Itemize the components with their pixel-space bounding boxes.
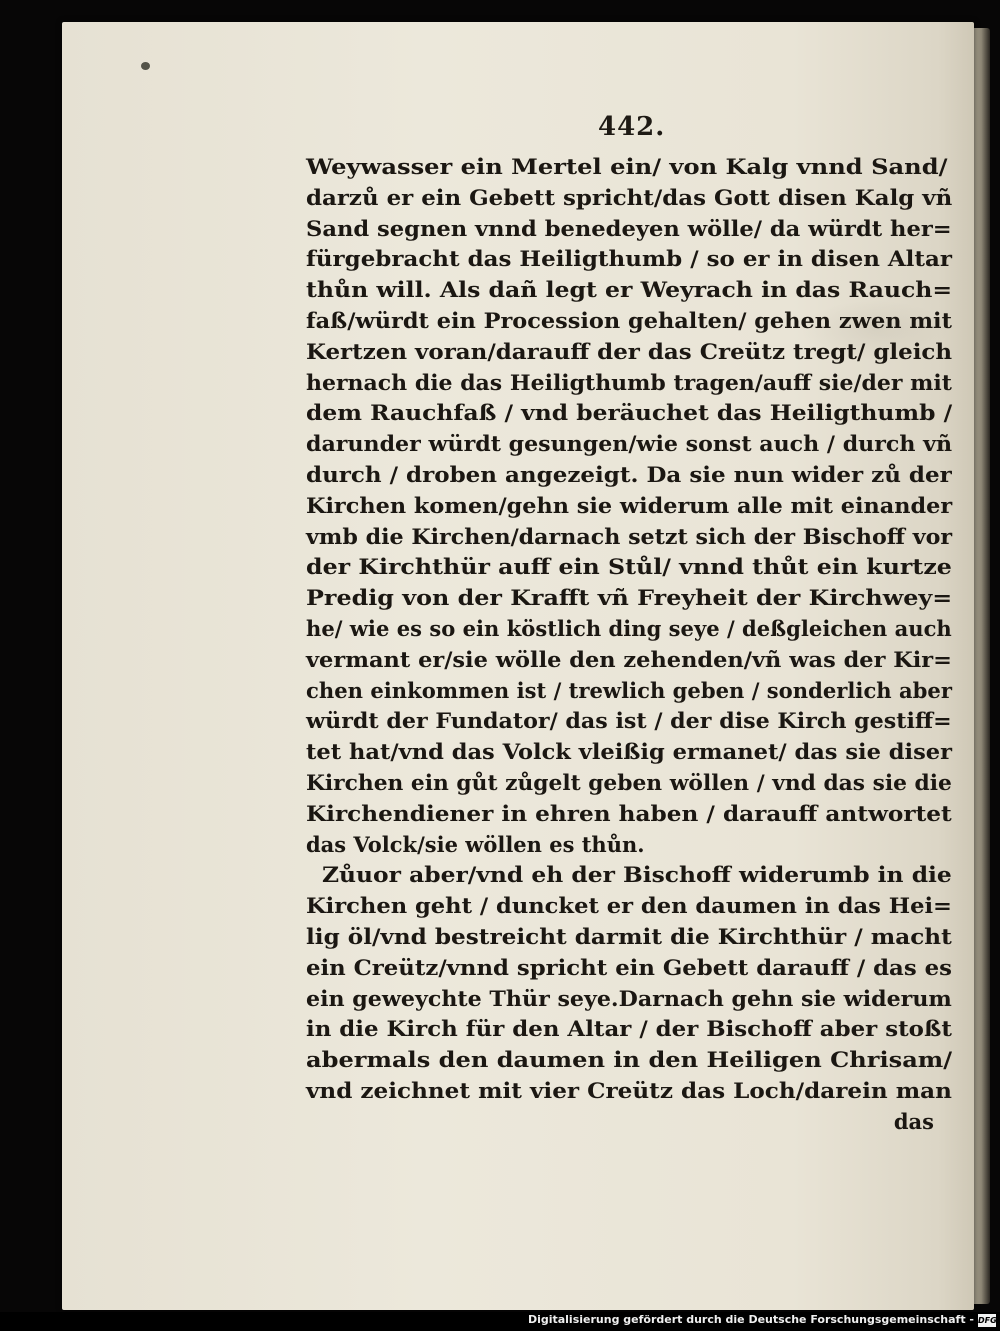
text-line: Kertzen voran/darauff der das Creütz tregt/ gleich [306,338,953,364]
text-line: das [893,1108,934,1134]
text-line: vmb die Kirchen/darnach setzt sich der Bischoff vor [306,523,953,549]
text-line: thůn will. Als dañ legt er Weyrach in das Rauch= [306,277,953,303]
footer-credit: Digitalisierung gefördert durch die Deutsche Forschungsgemeinschaft - [527,1313,974,1326]
text-line: dem Rauchfaß / vnd beräuchet das Heiligthumb / [306,400,953,426]
text-line: he/ wie es so ein köstlich ding seye / deßgleichen auch [306,615,952,641]
text-line: lig öl/vnd bestreicht darmit die Kirchthür / macht [306,923,952,949]
text-line: würdt der Fundator/ das ist / der dise Kirch gestiff= [306,708,952,734]
text-line: Weywasser ein Mertel ein/ von Kalg vnnd Sand/ [306,154,948,179]
text-line: Zůuor aber/vnd eh der Bischoff widerumb in die [322,862,952,888]
page-number: 442. [598,112,666,142]
text-line: Kirchendiener in ehren haben / darauff antwortet [306,800,952,826]
dfg-logo: DFG [978,1316,997,1325]
text-line: Kirchen geht / duncket er den daumen in das Hei= [306,893,952,919]
text-line: vermant er/sie wölle den zehenden/vñ was der Kir= [306,646,952,672]
text-line: faß/würdt ein Procession gehalten/ gehen zwen mit [306,307,952,333]
text-line: abermals den daumen in den Heiligen Chrisam/ [306,1047,953,1073]
text-line: das Volck/sie wöllen es thůn. [306,831,645,857]
text-line: hernach die das Heiligthumb tragen/auff sie/der mit [306,369,952,395]
text-line: der Kirchthür auff ein Stůl/ vnnd thůt ein kurtze [306,554,952,580]
text-line: Kirchen komen/gehn sie widerum alle mit einander [306,492,953,518]
text-line: Kirchen ein gůt zůgelt geben wöllen / vnd das sie die [306,769,952,795]
text-line: durch / droben angezeigt. Da sie nun wider zů der [306,461,952,487]
text-line: tet hat/vnd das Volck vleißig ermanet/ das sie diser [306,739,952,765]
text-line: ein geweychte Thür seye.Darnach gehn sie widerum [306,985,952,1011]
text-line: darunder würdt gesungen/wie sonst auch / durch vñ [306,431,953,457]
text-line: darzů er ein Gebett spricht/das Gott disen Kalg vñ [306,184,953,210]
text-line: fürgebracht das Heiligthumb / so er in disen Altar [306,246,952,272]
text-line: vnd zeichnet mit vier Creütz das Loch/darein man [306,1077,952,1103]
text-line: chen einkommen ist / trewlich geben / sonderlich aber [306,677,952,703]
text-line: Predig von der Krafft vñ Freyheit der Kirchwey= [306,585,953,611]
ink-spot [141,62,150,70]
text-line: ein Creütz/vnnd spricht ein Gebett darauff / das es [306,954,952,980]
text-line: in die Kirch für den Altar / der Bischoff aber stoßt [306,1016,952,1042]
text-line: Sand segnen vnnd benedeyen wölle/ da würdt her= [306,215,952,241]
text-block [306,152,956,1138]
